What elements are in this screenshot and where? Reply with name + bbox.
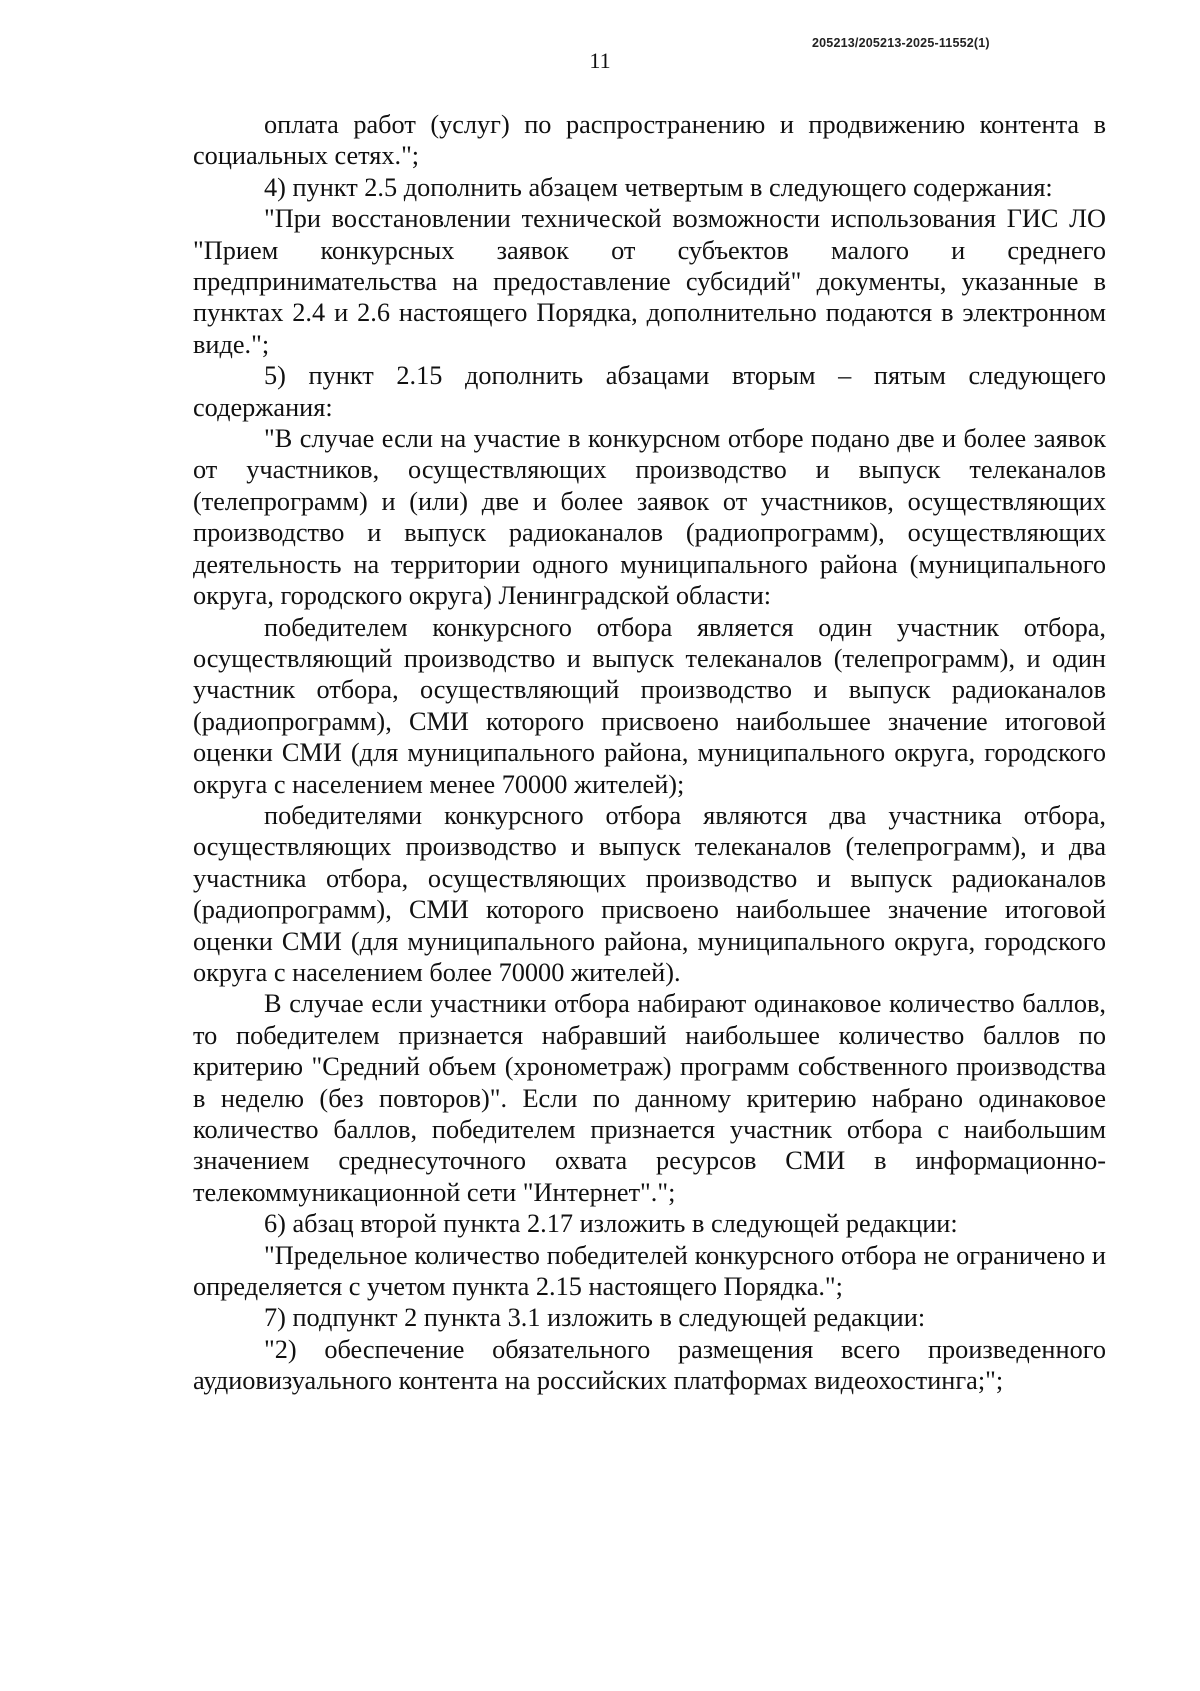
document-id: 205213/205213-2025-11552(1) — [812, 36, 990, 50]
page-number: 11 — [589, 48, 611, 73]
paragraph-7: победителями конкурсного отбора являются два участника отбора, осуществляющих производство и выпуск телеканалов (телепрограмм), и два участника отбора, осуществляющих производство и выпуск радиоканалов (радиопрограмм), СМИ которого присвоено наибольшее значение итоговой оценки СМИ (для муниципального района, муниципального округа, городского округа с населением более 70000 жителей). — [193, 800, 1106, 987]
paragraph-9: 6) абзац второй пункта 2.17 изложить в следующей редакции: — [264, 1209, 958, 1239]
paragraph-2: 4) пункт 2.5 дополнить абзацем четвертым в следующего содержания: — [264, 172, 1053, 202]
paragraph-6: победителем конкурсного отбора является один участник отбора, осуществляющий производство и выпуск телеканалов (телепрограмм), и один участник отбора, осуществляющий производство и выпуск радиоканалов (радиопрограмм), СМИ которого присвоено наибольшее значение итоговой оценки СМИ (для муниципального района, муниципального округа, городского округа с населением менее 70000 жителей); — [193, 612, 1106, 799]
paragraph-12: "2) обеспечение обязательного размещения всего произведенного аудиовизуального контента на российских платформах видеохостинга;"; — [193, 1334, 1106, 1396]
paragraph-4: 5) пункт 2.15 дополнить абзацами вторым – пятым следующего содержания: — [193, 361, 1106, 422]
paragraph-1: оплата работ (услуг) по распространению и продвижению контента в социальных сетях."; — [193, 110, 1106, 171]
paragraph-11: 7) подпункт 2 пункта 3.1 изложить в следующей редакции: — [264, 1303, 926, 1333]
paragraph-5: "В случае если на участие в конкурсном отборе подано две и более заявок от участников, осуществляющих производство и выпуск телеканалов (телепрограмм) и (или) две и более заявок от участников, осуществляющих производство и выпуск радиоканалов (радиопрограмм), осуществляющих деятельность на территории одного муниципального района (муниципального округа, городского округа) Ленинградской области: — [193, 424, 1106, 611]
document-body — [193, 109, 1106, 1397]
paragraph-8: В случае если участники отбора набирают одинаковое количество баллов, то победителем признается набравший наибольшее количество баллов по критерию "Средний объем (хронометраж) программ собственного производства в неделю (без повторов)". Если по данному критерию набрано одинаковое количество баллов, победителем признается участник отбора с наибольшим значением среднесуточного охвата ресурсов СМИ в информационно-телекоммуникационной сети "Интернет"."; — [193, 989, 1106, 1207]
paragraph-3: "При восстановлении технической возможности использования ГИС ЛО "Прием конкурсных заявок от субъектов малого и среднего предпринимательства на предоставление субсидий" документы, указанные в пунктах 2.4 и 2.6 настоящего Порядка, дополнительно подаются в электронном виде."; — [193, 204, 1106, 359]
paragraph-10: "Предельное количество победителей конкурсного отбора не ограничено и определяется с учетом пункта 2.15 настоящего Порядка."; — [193, 1240, 1106, 1302]
